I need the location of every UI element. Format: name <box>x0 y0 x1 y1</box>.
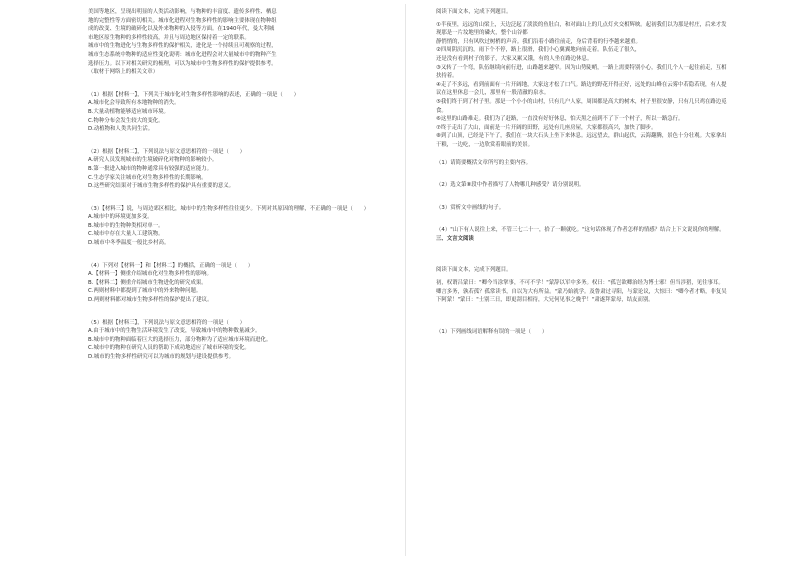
left-column <box>88 8 376 362</box>
story-paragraph: ⑦终于走出了大山，面前是一片开阔的田野，远处有几座房屋，大家都很高兴，加快了脚步。 <box>436 124 657 131</box>
story-paragraph: ②四周阴沉沉的，雨下个不停，路上很滑，我们小心翼翼地向前走着。队伍走了很久， <box>436 47 641 54</box>
classical-passage: 初，权谓吕蒙曰："卿今当涂掌事，不可不学！"蒙辞以军中多务。权曰："孤岂欲卿治经为博士邪！但当涉猎，见往事耳。卿言多务，孰若孤？孤常读书，自以为大有所益。"蒙乃始就学。及鲁肃过寻阳，与蒙论议，大惊曰："卿今者才略，非复吴下阿蒙！"蒙曰："士别三日，即更刮目相待，大兄何见事之晚乎！"肃遂拜蒙母，结友而别。 <box>436 280 727 304</box>
answer-option[interactable]: C.城市中存在大量人工建筑物。 <box>88 231 164 238</box>
question-stem: （3）【材料三】说，与周边郊区相比，城市中的生物多样性往往更少。下列对其原因的理解，不正确的一项是（ ） <box>88 205 370 212</box>
answer-option[interactable]: D.城市中冬季温度一般比乡村高。 <box>88 240 170 247</box>
answer-option[interactable]: B.城市中的生物种类相对单一。 <box>88 222 164 229</box>
question-stem: （1）请简要概括文章所写的主要内容。 <box>436 159 532 166</box>
answer-option[interactable]: B.【材料二】侧重介绍城市生物进化的研究成果。 <box>88 279 207 286</box>
answer-option[interactable]: A.【材料一】侧重介绍城市化对生物多样性的影响。 <box>88 271 212 278</box>
intro-line: 美国等地区，呈现出明显的人类活动影响，与物种的丰富度、遗传多样性、栖息 <box>88 9 277 15</box>
reading-intro: 阅读下面文本，完成下列题目。 <box>436 9 512 15</box>
story-paragraph: ⑧到了山顶，已经是下午了，我们在一块大石头上坐下来休息。远远望去，群山起伏，云海翻腾，景色十分壮观。大家拿出干粮，一边吃，一边欣赏着眼前的美景。 <box>436 133 727 148</box>
story-paragraph: ⑤我们终于到了村子里。那是一个小小的山村，只有几户人家，周围都是高大的树木，村子里很安静，只有几只鸡在路边觅食。 <box>436 98 727 114</box>
question-stem: （2）根据【材料二】，下列说法与原文意思相符的一项是（ ） <box>88 148 246 155</box>
answer-option[interactable]: C.两则材料中都提到了城市中的外来物种问题。 <box>88 288 202 295</box>
question-stem: （5）根据【材料三】，下列说法与原文意思相符的一项是（ ） <box>88 319 246 326</box>
story-paragraph: ①半夜里，远远的山梁上，天边泛起了淡淡的鱼肚白，和对面山上的几点灯火交相辉映。起初我们以为那是村庄，后来才发现那是一片坟地里的磷火，整个山谷都 <box>436 21 727 37</box>
answer-option[interactable]: A.研究人员发现城市的生境破碎化对物种的影响较小。 <box>88 157 218 164</box>
answer-option[interactable]: D.两则材料都对城市生物多样性的保护提出了建议。 <box>88 297 213 304</box>
question-stem: （2）选文第⑧段中作者描写了人物哪几种感受？请分别说明。 <box>436 182 585 189</box>
right-column <box>436 8 729 336</box>
intro-line: 城市中的生物进化与生物多样性的保护相关，进化是一个持续且可观察的过程， <box>88 43 277 50</box>
column-divider <box>405 4 406 556</box>
question-stem: （4）"山下有人说往上来，不管三七二十一，拾了一颗就吃。"这句话体现了作者怎样的情感？结合上下文说说你的理解。 <box>436 227 725 234</box>
answer-option[interactable]: D.城市的生物多样性研究可以为城市的规划与建设提供参考。 <box>88 354 235 360</box>
story-paragraph: ④走了不多远，看到前面有一片开阔地，大家这才松了口气。路边的野花开得正好，远处的山峰在云雾中若隐若现，有人提议在这里休息一会儿，那里有一股清澈的泉水。 <box>436 81 727 97</box>
question-stem: （1）根据【材料一】，下列关于城市化对生物多样性影响的表述，正确的一项是（ ） <box>88 91 299 98</box>
intro-line: 地的完整性等方面密切相关。城市化进程对生物多样性的影响主要体现在物种组 <box>88 17 277 24</box>
story-paragraph: 静悄悄的，只有风吹过树梢的声音。我们沿着小路往前走，身后背着的行李越来越重。 <box>436 38 641 45</box>
answer-option[interactable]: A.城市化会导致所有本地物种的消失。 <box>88 100 180 107</box>
answer-option[interactable]: D.这些研究结果对于城市生物多样性的保护具有重要的意义。 <box>88 183 235 190</box>
answer-option[interactable]: C.城市中的物种在研究人员的帮助下成功地适应了城市环境的变化。 <box>88 345 250 352</box>
intro-line: 市地区原生物种的多样性较高，并且与周边地区保持着一定的联系。 <box>88 34 250 41</box>
story-paragraph: ⑥这里的山路难走。我们为了赶路，一直没有好好休息，怕天黑之前到不了下一个村子，所以一路急行。 <box>436 116 684 123</box>
answer-option[interactable]: C.物种分布会发生较大的变化。 <box>88 117 164 124</box>
intro-line: 选择压力。以下对相关研究的梳理，可以为城市中生物多样性的保护提供参考。 <box>88 60 277 67</box>
answer-option[interactable]: B.第一批进入城市的物种通常具有较强的适应能力。 <box>88 165 213 172</box>
section-heading: 三、文言文阅读 <box>436 235 474 242</box>
story-paragraph: 还是没有看到村子的影子，大家又累又饿，有的人坐在路边休息。 <box>436 55 593 62</box>
intro-line: 成的改变、生境的破碎化以及外来物种的入侵等方面。在1940年代，曼大利城 <box>88 26 275 33</box>
story-paragraph: ③又转了一个弯，队伍继续向前行进，山路越来越窄。因为山势陡峭，一路上需要特别小心，我们几个人一起往前走，互相扶持着。 <box>436 64 727 80</box>
intro-line: 城市生态系统中物种的适应性变化说明：城市化进程会对大量城市中的物种产生 <box>88 51 277 58</box>
source-note: （取材于网络上的相关文章） <box>88 69 159 76</box>
answer-option[interactable]: A.城市中的环境更加多变。 <box>88 214 153 221</box>
answer-option[interactable]: D.动植物和人类共同生活。 <box>88 126 154 133</box>
answer-option[interactable]: C.生态学家关注城市化对生物多样性的长期影响。 <box>88 174 207 181</box>
answer-option[interactable]: B.大量动植物能够适应城市环境。 <box>88 108 169 115</box>
reading-intro: 阅读下面文本，完成下列题目。 <box>436 267 512 274</box>
question-stem: （3）赏析文中画线的句子。 <box>436 204 505 211</box>
question-stem: （1）下列画线词语解释有误的一项是（ ） <box>436 328 548 335</box>
answer-option[interactable]: B.城市中的物种面临着巨大的选择压力，部分物种为了适应城市环境而进化。 <box>88 336 272 343</box>
question-stem: （4）下列对【材料一】和【材料二】的概括，正确的一项是（ ） <box>88 262 254 269</box>
answer-option[interactable]: A.由于城市中的生物生活环境发生了改变，导致城市中的物种数量减少。 <box>88 328 261 335</box>
